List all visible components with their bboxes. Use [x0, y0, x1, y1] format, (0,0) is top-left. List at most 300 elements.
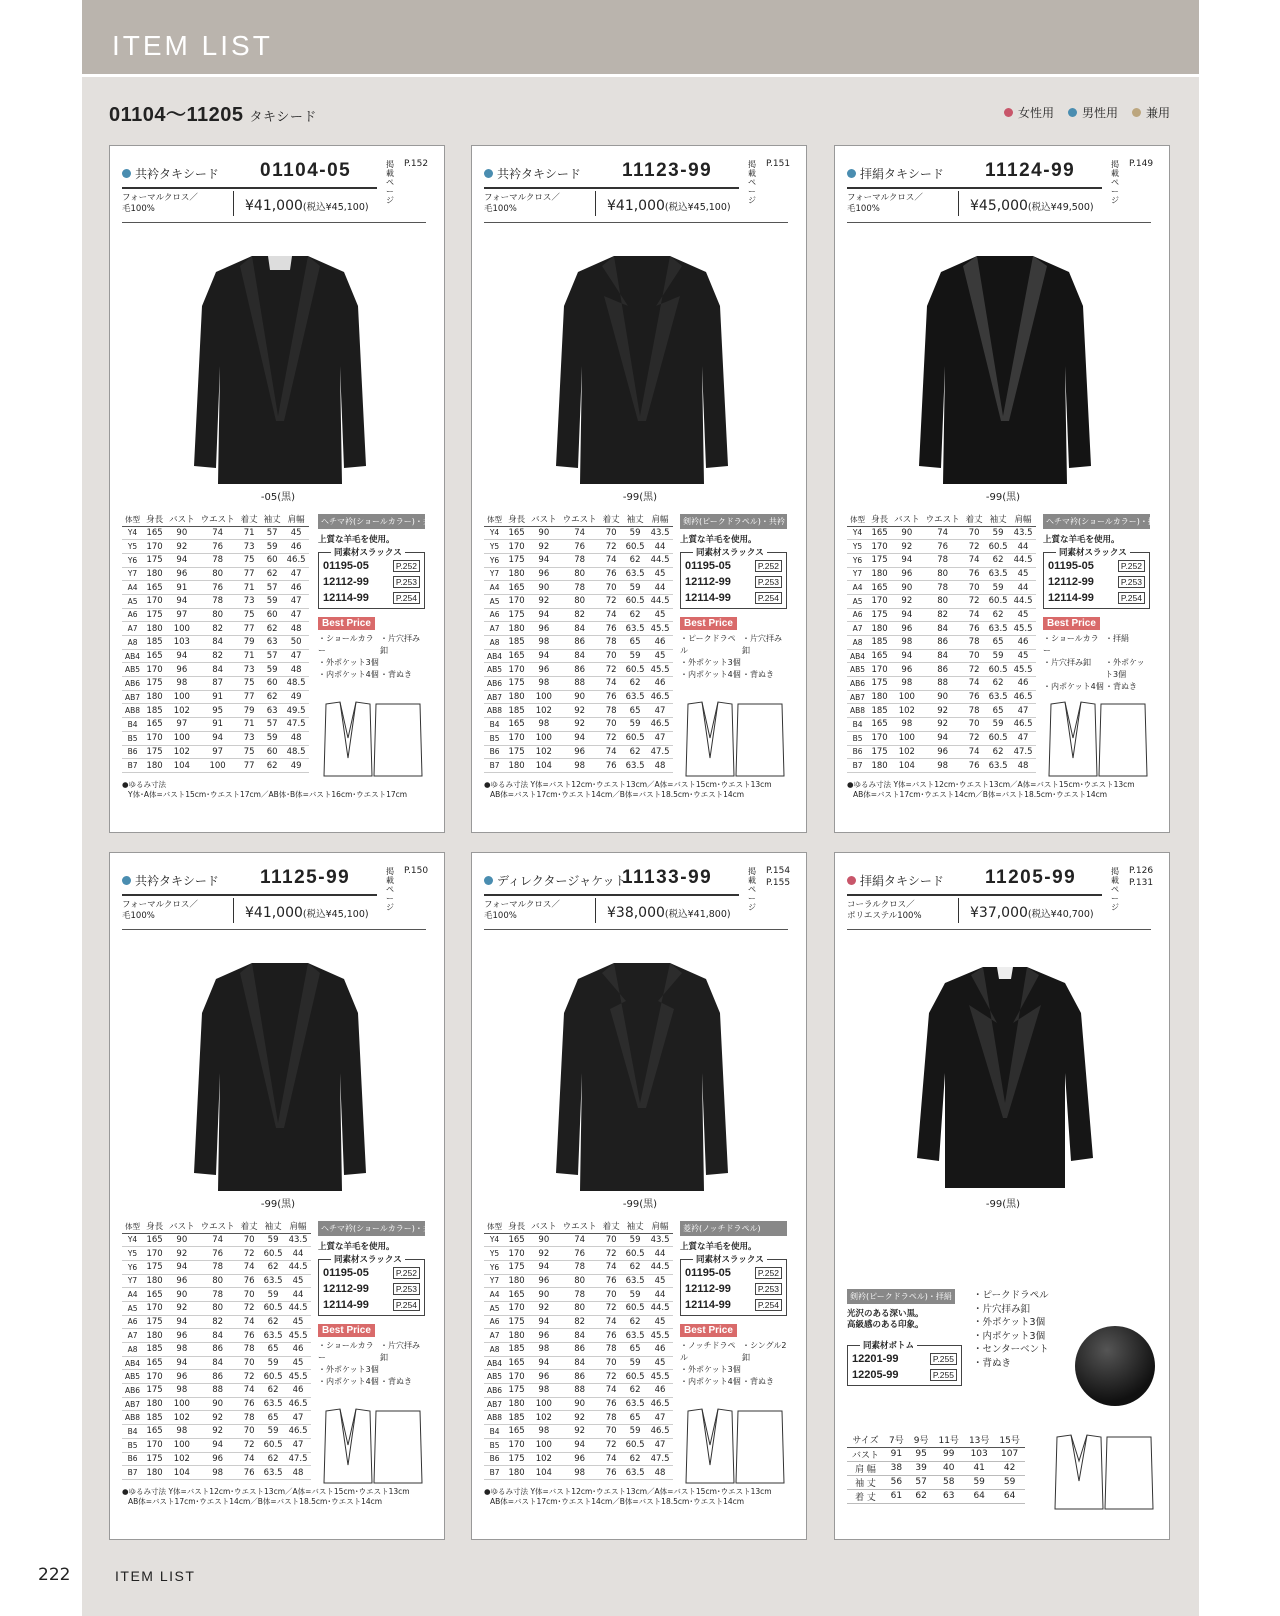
size-value: 82: [923, 608, 963, 622]
size-value: 74: [238, 1384, 261, 1398]
size-value: 175: [143, 1260, 166, 1274]
size-value: 62: [261, 567, 284, 581]
size-value: 92: [528, 1247, 560, 1261]
feature-item: ・外ポケット3個: [1105, 658, 1145, 679]
slacks-item[interactable]: [323, 576, 420, 588]
size-value: 79: [238, 704, 261, 718]
size-value: 44: [1011, 540, 1036, 554]
size-value: 84: [560, 649, 600, 663]
table-row: [484, 1425, 673, 1439]
size-value: 180: [868, 759, 891, 773]
slacks-code: 12112-99: [685, 576, 731, 588]
size-value: 44: [648, 540, 673, 554]
size-value: 46: [284, 581, 309, 595]
table-row: [847, 704, 1036, 718]
feature-item: ・内ポケット4個: [680, 670, 741, 679]
size-value: 49: [284, 759, 309, 773]
size-value: 94: [198, 1438, 238, 1452]
matching-bottoms-box: [847, 1341, 962, 1386]
ease-measurements: [484, 1487, 772, 1507]
size-header: バスト: [528, 513, 560, 526]
slacks-code: 01195-05: [685, 560, 731, 572]
size-cell: 38: [884, 1461, 909, 1475]
size-value: 185: [143, 704, 166, 718]
size-value: 70: [600, 649, 623, 663]
size-value: 59: [261, 1233, 286, 1247]
size-value: 86: [198, 1343, 238, 1357]
size-value: 88: [198, 1384, 238, 1398]
page-ref: P.152: [404, 159, 429, 169]
size-cell: 62: [909, 1489, 934, 1503]
price: [970, 198, 1094, 214]
slacks-item[interactable]: [1048, 560, 1145, 572]
size-type: A5: [484, 1301, 505, 1315]
size-value: 74: [923, 526, 963, 540]
product-card: [834, 852, 1170, 1540]
slacks-code: 01195-05: [685, 1267, 731, 1279]
product-code: 11123-99: [622, 160, 713, 181]
size-value: 76: [198, 1247, 238, 1261]
table-row: [484, 1260, 673, 1274]
size-type: B5: [122, 731, 143, 745]
size-value: 98: [891, 718, 923, 732]
table-row: [122, 594, 309, 608]
product-category: [484, 872, 626, 889]
size-value: 100: [528, 690, 560, 704]
size-value: 98: [166, 1343, 198, 1357]
feature-item: ・内ポケット4個: [1043, 682, 1104, 691]
size-value: 60.5: [623, 1247, 648, 1261]
feature-item: ・内ポケット3個: [973, 1330, 1046, 1342]
slacks-item[interactable]: [685, 592, 782, 604]
size-value: 60.5: [986, 663, 1011, 677]
size-value: 96: [891, 567, 923, 581]
product-category: [122, 165, 219, 182]
size-type: A5: [847, 594, 868, 608]
size-value: 70: [600, 1356, 623, 1370]
size-type: B7: [847, 759, 868, 773]
ease-line: Y体=バスト12cm･ウエスト13cm／A体=バスト15cm･ウエスト13cm: [530, 1487, 772, 1496]
divider: [122, 187, 377, 189]
ease-line: AB体=バスト17cm･ウエスト14cm／B体=バスト18.5cm･ウエスト14cm: [490, 790, 745, 799]
size-value: 45.5: [1011, 622, 1036, 636]
category-label: ディレクタージャケット: [497, 874, 627, 888]
table-row: [122, 704, 309, 718]
size-header: 着丈: [238, 1220, 261, 1233]
size-type: Y4: [847, 526, 868, 540]
size-value: 94: [528, 608, 560, 622]
size-value: 185: [505, 636, 528, 650]
size-value: 185: [143, 636, 166, 650]
table-row: [122, 690, 309, 704]
size-value: 46: [284, 540, 309, 554]
size-value: 44.5: [648, 553, 673, 567]
size-value: 62: [986, 745, 1011, 759]
size-header: 着丈: [600, 1220, 623, 1233]
size-value: 76: [963, 759, 986, 773]
table-row: [847, 745, 1036, 759]
size-header: 身長: [143, 513, 166, 526]
size-value: 76: [198, 540, 238, 554]
size-value: 76: [600, 1397, 623, 1411]
price-value: ¥41,000: [245, 198, 303, 214]
slacks-page: P.252: [755, 1267, 782, 1279]
size-value: 65: [261, 1411, 286, 1425]
bottom-item[interactable]: [852, 1369, 957, 1381]
table-row: [122, 1315, 311, 1329]
size-value: 78: [923, 581, 963, 595]
table-row: [847, 1489, 1025, 1503]
ease-line: AB体=バスト17cm･ウエスト14cm／B体=バスト18.5cm･ウエスト14cm: [853, 790, 1108, 799]
legend-label: 兼用: [1145, 106, 1170, 120]
size-value: 100: [891, 690, 923, 704]
feature-box: [1043, 514, 1164, 693]
size-value: 80: [560, 1301, 600, 1315]
size-type: Y4: [122, 526, 143, 540]
slacks-item[interactable]: [323, 1283, 420, 1295]
table-row: [484, 622, 673, 636]
table-row: [484, 759, 673, 773]
table-row: [847, 540, 1036, 554]
size-value: 59: [261, 594, 284, 608]
size-header: 肩幅: [648, 513, 673, 526]
size-type: A6: [122, 1315, 143, 1329]
size-value: 60.5: [623, 1438, 648, 1452]
divider: [595, 191, 596, 216]
men-dot-icon: [484, 876, 493, 885]
size-type: Y5: [122, 1247, 143, 1261]
size-value: 88: [560, 677, 600, 691]
size-value: 102: [528, 704, 560, 718]
bottom-page: P.255: [930, 1369, 957, 1381]
slacks-item[interactable]: [685, 1283, 782, 1295]
slacks-code: 12112-99: [685, 1283, 731, 1295]
size-value: 96: [528, 1370, 560, 1384]
size-value: 102: [166, 704, 198, 718]
material-line: フォーマルクロス／: [122, 193, 198, 203]
price-value: ¥41,000: [245, 905, 303, 921]
size-type: AB7: [122, 690, 143, 704]
ease-label: ●ゆるみ寸法: [122, 780, 167, 789]
best-price-badge: Best Price: [318, 617, 375, 630]
size-type: B5: [484, 731, 505, 745]
size-type: AB5: [484, 663, 505, 677]
size-value: 170: [505, 1301, 528, 1315]
size-value: 72: [963, 731, 986, 745]
size-value: 74: [560, 1233, 600, 1247]
size-value: 47: [1011, 731, 1036, 745]
feature-item: ・ショールカラー: [318, 634, 374, 655]
size-value: 45: [286, 1356, 311, 1370]
size-value: 90: [166, 526, 198, 540]
size-value: 98: [891, 677, 923, 691]
size-value: 84: [198, 1329, 238, 1343]
size-value: 175: [505, 1315, 528, 1329]
size-value: 65: [623, 1411, 648, 1425]
slacks-item[interactable]: [323, 1267, 420, 1279]
size-value: 72: [963, 540, 986, 554]
product-card: [109, 145, 445, 833]
size-value: 77: [238, 690, 261, 704]
product-card: [834, 145, 1170, 833]
size-value: 175: [143, 608, 166, 622]
size-value: 74: [600, 1384, 623, 1398]
slacks-code: 12112-99: [323, 576, 369, 588]
size-value: 46.5: [648, 1425, 673, 1439]
jacket-photo-icon: [915, 246, 1095, 486]
size-type: B7: [122, 759, 143, 773]
size-value: 96: [528, 663, 560, 677]
size-value: 76: [238, 1274, 261, 1288]
size-value: 46: [648, 677, 673, 691]
size-value: 71: [238, 581, 261, 595]
size-cell: 59: [964, 1475, 994, 1489]
table-header: [122, 1220, 311, 1233]
page-tag: 掲載ページ: [386, 160, 394, 205]
feature-item: ・片穴拝み釦: [973, 1303, 1031, 1315]
size-value: 76: [600, 567, 623, 581]
table-row: [122, 759, 309, 773]
size-value: 91: [198, 718, 238, 732]
slacks-item[interactable]: [685, 560, 782, 572]
size-value: 180: [505, 1466, 528, 1480]
feature-item: ・ショールカラー: [1043, 634, 1099, 655]
product-code: 11133-99: [622, 867, 713, 888]
size-value: 170: [143, 1247, 166, 1261]
size-type: AB4: [122, 649, 143, 663]
slacks-page: P.253: [393, 1283, 420, 1295]
men-dot-icon: [1068, 108, 1077, 117]
ease-line: Y体=バスト12cm･ウエスト13cm／A体=バスト15cm･ウエスト13cm: [893, 780, 1135, 789]
size-value: 77: [238, 622, 261, 636]
size-header: 体型: [847, 513, 868, 526]
size-value: 47: [648, 1438, 673, 1452]
size-cell: 39: [909, 1461, 934, 1475]
size-value: 76: [600, 1466, 623, 1480]
size-value: 90: [891, 526, 923, 540]
slacks-code: 01195-05: [323, 1267, 369, 1279]
ease-line: Y体=バスト12cm･ウエスト13cm／A体=バスト15cm･ウエスト13cm: [168, 1487, 410, 1496]
size-value: 74: [963, 677, 986, 691]
size-value: 73: [238, 663, 261, 677]
table-row: [484, 1301, 673, 1315]
size-value: 92: [560, 1425, 600, 1439]
ease-line: AB体=バスト17cm･ウエスト14cm／B体=バスト18.5cm･ウエスト14cm: [490, 1497, 745, 1506]
feature-box: [318, 514, 439, 681]
feature-item: ・ノッチドラペル: [680, 1341, 736, 1362]
size-header: 着丈: [600, 513, 623, 526]
size-value: 45: [648, 567, 673, 581]
slacks-item[interactable]: [1048, 592, 1145, 604]
divider: [847, 894, 1102, 896]
slacks-item[interactable]: [685, 576, 782, 588]
size-cell: サイズ: [847, 1433, 884, 1447]
size-type: A6: [847, 608, 868, 622]
unisex-dot-icon: [1132, 108, 1141, 117]
tax-price: (税込¥45,100): [302, 202, 369, 213]
size-type: A7: [122, 622, 143, 636]
size-type: AB5: [122, 663, 143, 677]
size-value: 94: [528, 1260, 560, 1274]
product-category: [484, 165, 581, 182]
size-value: 90: [198, 1397, 238, 1411]
size-value: 76: [238, 1397, 261, 1411]
material-line: フォーマルクロス／: [484, 900, 560, 910]
size-value: 46.5: [648, 1397, 673, 1411]
size-value: 74: [600, 553, 623, 567]
size-value: 94: [528, 1315, 560, 1329]
size-value: 70: [238, 1356, 261, 1370]
feature-item: ・内ポケット4個: [318, 670, 379, 679]
table-row: [122, 1343, 311, 1357]
size-value: 92: [891, 594, 923, 608]
size-cell: 9号: [909, 1433, 934, 1447]
slacks-item[interactable]: [323, 592, 420, 604]
size-value: 70: [600, 581, 623, 595]
size-type: Y5: [484, 1247, 505, 1261]
size-value: 180: [868, 567, 891, 581]
table-row: [122, 553, 309, 567]
size-value: 63.5: [986, 690, 1011, 704]
size-value: 62: [623, 1315, 648, 1329]
size-header: ウエスト: [560, 513, 600, 526]
jacket-sketch-icon: [680, 698, 790, 782]
page-ref: P.154 P.155: [766, 866, 791, 888]
size-value: 90: [528, 1233, 560, 1247]
table-row: [847, 649, 1036, 663]
size-value: 92: [528, 594, 560, 608]
size-value: 70: [963, 718, 986, 732]
size-value: 170: [868, 540, 891, 554]
slacks-item[interactable]: [323, 1299, 420, 1311]
size-value: 175: [143, 1384, 166, 1398]
table-row: [847, 1461, 1025, 1475]
size-value: 94: [891, 649, 923, 663]
slacks-page: P.252: [755, 560, 782, 572]
size-value: 60.5: [623, 540, 648, 554]
size-value: 84: [923, 622, 963, 636]
size-type: A5: [122, 594, 143, 608]
size-value: 46: [648, 636, 673, 650]
size-value: 104: [166, 1466, 198, 1480]
collar-label: ヘチマ衿(ショールカラー)・共衿: [318, 1221, 425, 1236]
table-row: [484, 608, 673, 622]
size-value: 175: [868, 677, 891, 691]
table-row: [847, 594, 1036, 608]
size-header: 身長: [143, 1220, 166, 1233]
size-value: 47: [284, 567, 309, 581]
best-price-badge: Best Price: [318, 1324, 375, 1337]
table-row: [122, 1356, 311, 1370]
size-value: 45: [648, 1274, 673, 1288]
size-value: 46: [1011, 636, 1036, 650]
slacks-item[interactable]: [323, 560, 420, 572]
size-value: 92: [166, 1301, 198, 1315]
size-value: 76: [560, 540, 600, 554]
table-row: [484, 663, 673, 677]
size-value: 46: [648, 1384, 673, 1398]
material: [484, 193, 560, 215]
slacks-item[interactable]: [685, 1299, 782, 1311]
divider: [122, 894, 377, 896]
size-value: 94: [166, 649, 198, 663]
size-value: 175: [505, 677, 528, 691]
size-value: 84: [560, 622, 600, 636]
size-value: 57: [261, 581, 284, 595]
table-row: [484, 1343, 673, 1357]
divider: [122, 929, 426, 930]
product-code: 11124-99: [985, 160, 1076, 181]
size-value: 78: [963, 704, 986, 718]
matching-slacks-box: [318, 1255, 425, 1316]
collar-label: ヘチマ衿(ショールカラー)・拝絹: [1043, 514, 1150, 529]
size-type: Y4: [122, 1233, 143, 1247]
size-value: 78: [560, 1260, 600, 1274]
legend-unisex: [1132, 104, 1170, 121]
size-type: A4: [847, 581, 868, 595]
size-cell: 63: [933, 1489, 963, 1503]
table-row: [122, 1301, 311, 1315]
bottom-code: 12205-99: [852, 1369, 899, 1381]
size-value: 74: [560, 526, 600, 540]
bottom-item[interactable]: [852, 1353, 957, 1365]
collar-label: ヘチマ衿(ショールカラー)・共衿: [318, 514, 425, 529]
size-value: 180: [505, 1274, 528, 1288]
material-line: ポリエステル100%: [847, 911, 922, 921]
size-cell: 107: [994, 1447, 1024, 1461]
table-row: [847, 731, 1036, 745]
material: [122, 900, 198, 922]
slacks-item[interactable]: [1048, 576, 1145, 588]
size-value: 170: [868, 731, 891, 745]
divider: [847, 929, 1151, 930]
category-label: 拝絹タキシード: [860, 874, 944, 888]
jacket-photo-icon: [190, 246, 370, 486]
size-value: 90: [528, 581, 560, 595]
size-value: 46.5: [286, 1425, 311, 1439]
table-row: [122, 663, 309, 677]
table-row: [484, 594, 673, 608]
feature-item: [742, 657, 787, 669]
ease-measurements: [484, 780, 772, 800]
size-value: 74: [238, 1452, 261, 1466]
slacks-item[interactable]: [685, 1267, 782, 1279]
slacks-title: 同素材スラックス: [1056, 546, 1130, 558]
size-value: 62: [986, 553, 1011, 567]
size-type: AB8: [847, 704, 868, 718]
size-value: 90: [166, 1233, 198, 1247]
size-value: 73: [238, 594, 261, 608]
size-value: 44.5: [648, 594, 673, 608]
slacks-code: 12112-99: [1048, 576, 1094, 588]
table-row: [484, 1356, 673, 1370]
size-value: 75: [238, 553, 261, 567]
size-value: 170: [505, 594, 528, 608]
divider: [958, 898, 959, 923]
size-value: 185: [505, 1343, 528, 1357]
size-value: 175: [143, 1452, 166, 1466]
size-type: A4: [484, 1288, 505, 1302]
men-dot-icon: [122, 876, 131, 885]
size-value: 175: [505, 608, 528, 622]
size-value: 175: [505, 1260, 528, 1274]
size-value: 46: [1011, 677, 1036, 691]
size-value: 98: [891, 636, 923, 650]
size-value: 44: [286, 1288, 311, 1302]
feature-item: [742, 1364, 787, 1376]
men-dot-icon: [484, 169, 493, 178]
size-value: 75: [238, 608, 261, 622]
